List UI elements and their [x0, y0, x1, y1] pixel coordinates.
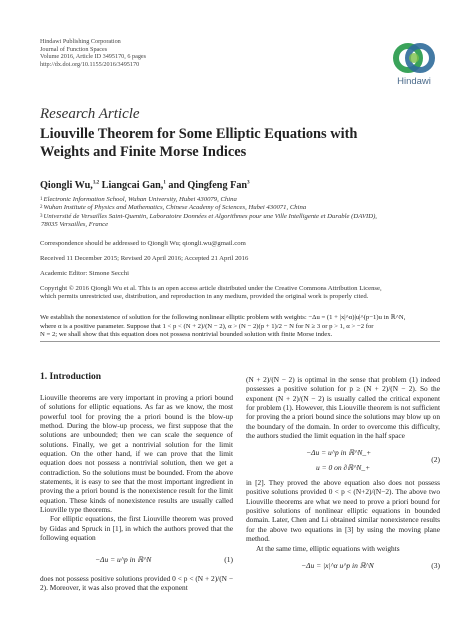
abstract-divider [40, 341, 440, 342]
correspondence: Correspondence should be addressed to Qiongli Wu; qiongli.wu@gmail.com [40, 240, 246, 247]
affiliations [40, 196, 440, 230]
journal-line: Journal of Function Spaces [40, 45, 108, 53]
author-2: Liangcai Gan, [99, 180, 164, 191]
equation-number: (1) [224, 554, 233, 564]
affiliation-2 [40, 204, 440, 212]
right-column [246, 375, 440, 570]
section-heading: 1. Introduction [40, 372, 102, 382]
paper-title [40, 125, 440, 161]
academic-editor: Academic Editor: Simone Secchi [40, 270, 129, 277]
left-column [40, 393, 233, 593]
journal-header [40, 38, 146, 68]
equation-1 [40, 555, 233, 564]
affiliation-number: 2 [40, 205, 43, 211]
author-3: and Qingfeng Fan [165, 180, 248, 191]
author-1-sup: 1,2 [92, 180, 100, 186]
article-type: Research Article [40, 106, 140, 122]
affiliation-text: Université de Versailles Saint-Quentin, Laboratoire Données et Algorithmes pour une Ville Intelligente et Durable (DAVID), [43, 212, 377, 220]
copyright [40, 285, 440, 302]
equation-2 [246, 448, 440, 472]
paragraph: Liouville theorems are very important in proving a priori bound of solutions for elliptic equations. As far as we know, the most powerful tool for proving the a priori bound is the blow-up method. During the blow-up process, we first suppose that the solutions are unbounded; then we can scale the sequence of solutions. Finally, we get a nontrivial solution for the limit equation. On the other hand, if we can prove that the limit equation does not possess a nontrivial solution, then we get a contradiction. So the solutions must be bounded. From the above statements, it is easy to see that the most important ingredient in proving the a priori bound is the nonexistence result for the limit equation. These kinds of nonexistence results are usually called Liouville type theorems. [40, 393, 233, 515]
hindawi-logo-text: Hindawi [397, 76, 431, 87]
title-line-2: Weights and Finite Morse Indices [40, 144, 247, 160]
author-1: Qiongli Wu, [40, 180, 93, 191]
affiliation-text: 78035 Versailles, France [41, 221, 109, 229]
abstract-line-3: N = 2; we shall show that this equation does not possess nontrivial bounded solution with finite Morse index. [40, 331, 333, 339]
affiliation-3 [40, 213, 440, 221]
paragraph: in [2]. They proved the above equation also does not possess positive solutions provided 0 < p < (N+2)/(N−2). The above two Liouville theorems are what we need to prove a priori bound for positive solutions of nonlinear elliptic equations in bounded domain. Later, Chen and Li obtained similar nonexistence results for the above two equations in [3] by using the moving plane method. [246, 478, 440, 544]
affiliation-text: Wuhan Institute of Physics and Mathematics, Chinese Academy of Sciences, Hubei 430071, China [43, 204, 307, 212]
paragraph: At the same time, elliptic equations with weights [256, 543, 400, 553]
equation-body: u = 0 on ∂ℝ^N_+ [316, 462, 371, 472]
affiliation-text: Electronic Information School, Wuhan University, Hubei 430079, China [43, 196, 237, 203]
dates: Received 11 December 2015; Revised 20 April 2016; Accepted 21 April 2016 [40, 255, 249, 262]
equation-number: (2) [431, 455, 440, 465]
author-3-sup: 3 [247, 180, 250, 186]
paragraph: does not possess positive solutions provided 0 < p < (N + 2)/(N − 2). Moreover, it was also proved that the exponent [40, 573, 233, 593]
copyright-line-1: Copyright © 2016 Qiongli Wu et al. This is an open access article distributed under the Creative Commons Attribution License, [40, 285, 382, 292]
equation-body: −Δu = u^p in ℝ^N_+ [306, 448, 372, 458]
equation-body: −Δu = u^p in ℝ^N [95, 554, 152, 564]
equation-3 [246, 561, 440, 570]
author-2-sup: 1 [163, 180, 166, 186]
volume-line: Volume 2016, Article ID 3495170, 6 pages [40, 53, 147, 61]
copyright-line-2: which permits unrestricted use, distribution, and reproduction in any medium, provided the original work is properly cited. [40, 293, 369, 301]
affiliation-1 [40, 196, 440, 204]
equation-number: (3) [431, 560, 440, 570]
affiliation-number: 1 [40, 197, 43, 202]
paragraph: (N + 2)/(N − 2) is optimal in the sense that problem (1) indeed possesses a positive solution for p ≥ (N + 2)/(N − 2). So the exponent (N + 2)/(N − 2) is usually called the critical exponent for problem (1). However, this Liouville theorem is not sufficient for proving the a priori bound since the solutions may blow up on the boundary of the domain. In order to overcome this difficulty, the authors studied the limit equation in the half space [246, 375, 440, 441]
abstract [40, 314, 440, 340]
equation-body: −Δu = |x|^α u^p in ℝ^N [301, 560, 374, 570]
paragraph: For elliptic equations, the first Liouville theorem was proved by Gidas and Spruck in [1], in which the authors proved that the following equation [40, 514, 233, 543]
affiliation-3-cont [40, 221, 440, 229]
equation-line [246, 448, 440, 457]
abstract-line-1: We establish the nonexistence of solution for the following nonlinear elliptic problem with weights: −Δu = (1 + |x|^α)|u|^(p−1)u in ℝ^N, [40, 314, 406, 321]
author-list [40, 180, 250, 191]
equation-line [246, 463, 440, 472]
abstract-line-2: where α is a positive parameter. Suppose that 1 < p < (N + 2)/(N − 2), α > (N − 2)(p + 1)/2 − N for N ≥ 3 or p > 1, α > −2 for [40, 322, 374, 330]
affiliation-number: 3 [40, 213, 43, 219]
title-line-1: Liouville Theorem for Some Elliptic Equations with [40, 126, 358, 142]
publisher-line: Hindawi Publishing Corporation [40, 38, 121, 45]
doi-link[interactable]: http://dx.doi.org/10.1155/2016/3495170 [40, 60, 140, 68]
